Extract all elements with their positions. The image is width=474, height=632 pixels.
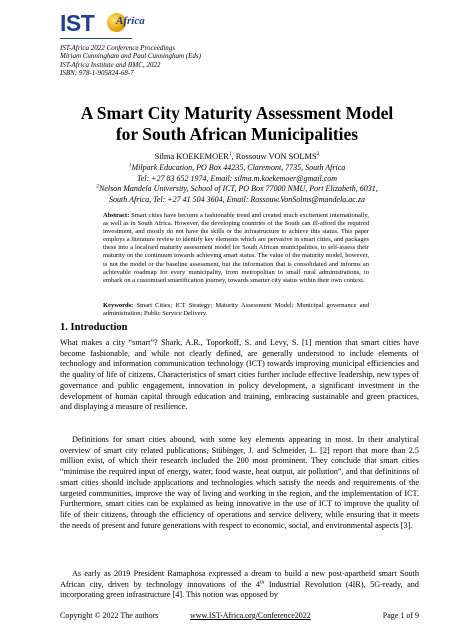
affil-2-contact: South Africa, Tel: +27 41 504 3604, Email: Rossouw.VonSolms@mandela.ac.za <box>109 194 365 204</box>
copyright-text: Copyright © 2022 The authors <box>60 611 159 620</box>
paragraph-3 <box>60 569 419 601</box>
title-line-1: A Smart City Maturity Assessment Model <box>80 103 394 123</box>
logo-ist-text: IST <box>60 10 95 36</box>
author-2-sup: 2 <box>316 151 320 158</box>
author-1: Silma KOEKEMOER <box>154 152 229 161</box>
abstract-label: Abstract: <box>103 212 130 219</box>
affil-1-contact: Tel: +27 83 652 1974, Email: silma.m.koekemoer@gmail.com <box>137 173 337 183</box>
logo-underline <box>60 38 132 39</box>
keywords-text: Smart Cities; ICT Strategy; Maturity Assessment Model; Municipal governance and administration; Public Service Delivery. <box>103 302 369 318</box>
conference-link[interactable]: www.IST-Africa.org/Conference2022 <box>190 611 311 620</box>
paragraph-3-sup: th <box>260 578 265 585</box>
title-line-2: for South African Municipalities <box>115 124 359 144</box>
proceedings-line: Miriam Cunningham and Paul Cunningham (Eds) <box>60 52 201 61</box>
proceedings-line: IST-Africa Institute and IIMC, 2022 <box>60 60 161 69</box>
logo-africa-text: Africa <box>116 15 145 27</box>
author-line <box>40 152 434 162</box>
proceedings-info <box>60 44 201 78</box>
keywords <box>103 302 369 318</box>
affiliations <box>40 163 434 205</box>
section-heading: 1. Introduction <box>60 322 128 333</box>
affil-2-sup: 2 <box>96 183 100 190</box>
author-1-sup: 1 <box>228 151 232 158</box>
proceedings-line: ISBN: 978-1-905824-68-7 <box>60 69 134 78</box>
paragraph-3-text: As early as 2019 President Ramaphosa expressed a dream to build a new post-apartheid smart South African city, driven by technology innovations of the 4 <box>60 569 419 589</box>
affil-2-address: Nelson Mandela University, School of ICT, PO Box 77000 NMU, Port Elizabeth, 6031, <box>99 184 378 194</box>
keywords-label: Keywords: <box>103 302 134 309</box>
page-number: Page 1 of 9 <box>382 611 419 620</box>
abstract-text: Smart cities have become a fashionable trend and created much excitement internationally, as well as in South Africa. However, the developing countries of the South can ill-afford the required investment, and mostly do not have the skills or the infrastructure to achieve this status. This paper employs a literature review to identify key elements which are pervasive in smart cities, and packages these into a localised maturity assessment model for South African municipalities, to self-assess their maturity on the continuum towards achieving smart status. The value of the maturity model, however, is not the model or the baseline assessment, but the information that is consolidated and informs an achievable roadmap for every municipality, from metropolitan to small rural administrations, to embark on a customised smartification journey, towards smarter city status within their own context. <box>103 212 369 284</box>
abstract <box>103 212 369 285</box>
affil-1-sup: 1 <box>128 162 132 169</box>
affil-1-address: Milpark Education, PO Box 44235, Claremont, 7735, South Africa <box>131 163 346 172</box>
paper-title <box>40 103 434 145</box>
paragraph-2: Definitions for smart cities abound, with some key elements appearing in most. In their analytical overview of smart city related publications, Stübinger, J. and Schneider, L. [2] report that more than 2.5 million exist, of which their research included the 200 most prominent. They conclude that smart cities “minimise the required input of energy, water, food waste, heat output, air pollution”, and that definitions of smart cities should include applications and technologies which satisfy the needs and requirements of the targeted communities, improve the way of living and working in the region, and the implementation of ICT. Furthermore, smart cities can be explained as being innovative in the use of ICT to improve the quality of life of their citizens, through the efficiency of operations and service delivery, while ensuring that it meets the needs of present and future generations with respect to economic, social, and environmental aspects [3]. <box>60 435 419 530</box>
paragraph-3-text-cont: Industrial Revolution (4IR), 5G-ready, and incorporating green infrastructure [4]. This notion was opposed by <box>60 579 419 600</box>
proceedings-line: IST-Africa 2022 Conference Proceedings <box>60 44 176 52</box>
author-2: , Rossouw VON SOLMS <box>231 152 317 161</box>
paragraph-1: What makes a city “smart”? Shark, A.R., Toporkoff, S. and Levy, S. [1] mention that smart cities have become fashionable, and while not clearly defined, are generally understood to include elements of technology and information communication technology (ICT) towards improving municipal efficiencies and the quality of life of citizens. Characteristics of smart cities further include effective leadership, new types of governance and public engagement, innovation in policy development, a significant investment in the development of human capital through education and training, embracing sustainable and green practices, and displaying a measure of resilience. <box>60 338 419 412</box>
